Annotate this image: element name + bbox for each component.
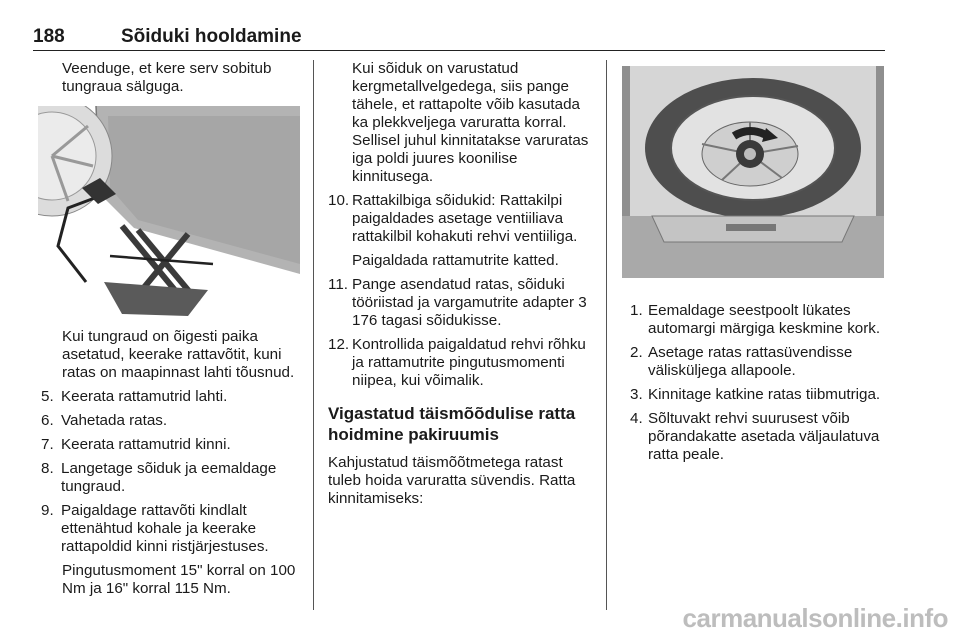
column-left — [41, 60, 303, 598]
step-number: 8. — [41, 460, 54, 477]
step-text: Langetage sõiduk ja eemaldage tungraud. — [61, 460, 277, 495]
step-item — [41, 388, 303, 406]
step-text: Sõltuvakt rehvi suurusest võib põrandakatte asetada väljaulatuva ratta peale. — [648, 410, 880, 463]
step-number: 9. — [41, 502, 54, 519]
alloy-note: Kui sõiduk on varustatud kergmetallvelgedega, siis pange tähele, et rattapolte võib kasutada ka plekkveljega varuratta korral. Sellisel juhul kinnitatakse varuratas iga poldi juures koonilise kinnitusega. — [352, 60, 589, 185]
step-number: 2. — [630, 344, 643, 361]
step-text: Keerata rattamutrid lahti. — [61, 388, 228, 405]
section-title: Sõiduki hooldamine — [121, 26, 302, 47]
step-text: Paigaldage rattavõti kindlalt ettenähtud kohale ja keerake rattapoldid kinni ristjärjestuses. — [61, 502, 269, 555]
step-item — [630, 386, 888, 404]
column-right — [622, 60, 888, 470]
column-divider — [606, 60, 607, 610]
step-text: Keerata rattamutrid kinni. — [61, 436, 231, 453]
step-item — [41, 502, 303, 556]
step-item — [41, 436, 303, 454]
step-text: Rattakilbiga sõidukid: Rattakilpi paigaldades asetage ventiiliava rattakilbil kohakuti rehvi ventiiliga. — [352, 192, 578, 245]
step-number: 1. — [630, 302, 643, 319]
step-text: Eemaldage seestpoolt lükates automargi märgiga keskmine kork. — [648, 302, 881, 337]
step-number: 4. — [630, 410, 643, 427]
jack-illustration — [38, 106, 300, 318]
page-ref-arrow: 3 — [578, 294, 587, 311]
step-number: 7. — [41, 436, 54, 453]
section-body: Kahjustatud täismõõtmetega ratast tuleb hoida varuratta süvendis. Ratta kinnitamiseks: — [328, 454, 576, 507]
step-number: 11. — [328, 276, 348, 293]
step-item — [630, 302, 888, 338]
step-item — [630, 344, 888, 380]
section-heading: Vigastatud täismõõdulise ratta hoidmine pakiruumis — [328, 404, 576, 444]
jack-caption: Kui tungraud on õigesti paika asetatud, keerake rattavõtit, kuni ratas on maapinnast lahti tõusnud. — [62, 328, 295, 381]
step-item — [41, 460, 303, 496]
step-number: 6. — [41, 412, 54, 429]
page-ref-link[interactable]: 176 tagasi sõidukisse. — [352, 312, 502, 329]
step-number: 5. — [41, 388, 54, 405]
step-item — [328, 276, 598, 330]
step-number: 10. — [328, 192, 350, 209]
watermark: carmanualsonline.info — [682, 603, 948, 633]
page-header — [33, 10, 885, 51]
step-item — [328, 192, 598, 246]
torque-note: Pingutusmoment 15" korral on 100 Nm ja 16" korral 115 Nm. — [62, 562, 296, 597]
column-middle — [328, 60, 598, 508]
step-text: Kontrollida paigaldatud rehvi rõhku ja rattamutrite pingutusmomenti niipea, kui võimalik. — [352, 336, 586, 389]
spare-wheel-well-illustration — [622, 66, 884, 278]
step-text: Vahetada ratas. — [61, 412, 168, 429]
step-text: Pange asendatud ratas, sõiduki tööriistad ja vargamutrite adapter — [352, 276, 575, 311]
step-item — [41, 412, 303, 430]
steps-list-left — [41, 388, 303, 598]
step-text: Asetage ratas rattasüvendisse välisküljega allapoole. — [648, 344, 853, 379]
step-number: 12. — [328, 336, 350, 353]
column-divider — [313, 60, 314, 610]
steps-list-right — [622, 302, 888, 464]
intro-text: Veenduge, et kere serv sobitub tungraua sälguga. — [62, 60, 272, 95]
step-text: Kinnitage katkine ratas tiibmutriga. — [648, 386, 881, 403]
page-number: 188 — [33, 26, 65, 47]
step-item — [630, 410, 888, 464]
step-item — [328, 336, 598, 390]
step-extra: Paigaldada rattamutrite katted. — [352, 252, 559, 269]
step-number: 3. — [630, 386, 643, 403]
